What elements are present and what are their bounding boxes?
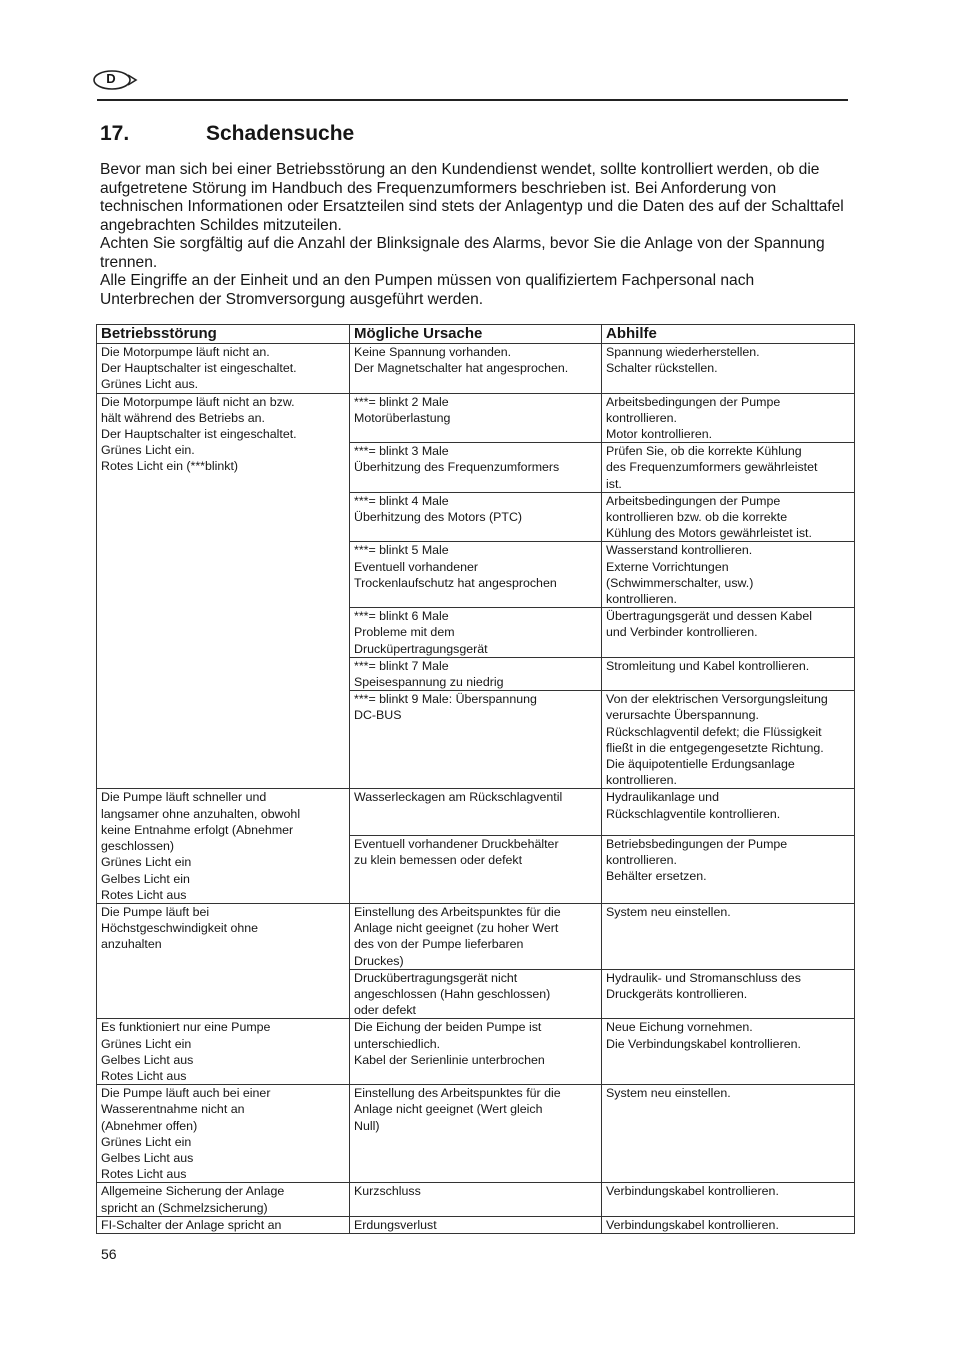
fault-line: Die Pumpe läuft bei	[101, 904, 210, 919]
fault-line: Höchstgeschwindigkeit ohne	[101, 921, 259, 936]
cause-line: Wasserleckagen am Rückschlagventil	[354, 790, 563, 805]
cause-line: ***= blinkt 6 Male	[354, 609, 449, 624]
fault-line: langsamer ohne anzuhalten, obwohl	[101, 806, 301, 821]
remedy-line: Von der elektrischen Versorgungsleitung	[606, 692, 828, 707]
table-body	[97, 344, 855, 1234]
remedy-line: kontrollieren.	[606, 410, 677, 425]
fault-line: anzuhalten	[101, 937, 162, 952]
cause-line: ***= blinkt 2 Male	[354, 394, 449, 409]
intro-text	[100, 161, 852, 309]
remedy-line: Übertragungsgerät und dessen Kabel	[606, 609, 812, 624]
remedy-line: kontrollieren.	[606, 592, 677, 607]
table-row	[97, 1019, 855, 1085]
table-row	[97, 393, 855, 443]
remedy-line: Druckgeräts kontrollieren.	[606, 986, 748, 1001]
remedy-cell	[602, 691, 855, 789]
cause-line: Druckes)	[354, 953, 404, 968]
fault-line: Die Pumpe läuft auch bei einer	[101, 1086, 271, 1101]
fault-line: hält während des Betriebs an.	[101, 410, 265, 425]
cause-line: Druckübertragungsgerät nicht	[354, 970, 518, 985]
cause-line: Einstellung des Arbeitspunktes für die	[354, 1086, 561, 1101]
cause-line: Trockenlaufschutz hat angesprochen	[354, 575, 557, 590]
remedy-line: kontrollieren bzw. ob die korrekte	[606, 510, 788, 525]
fault-cell	[97, 344, 350, 394]
intro-paragraph: Achten Sie sorgfältig auf die Anzahl der Blinksignale des Alarms, bevor Sie die Anlage von der Spannung trennen.	[100, 235, 825, 271]
cause-line: unterschiedlich.	[354, 1036, 441, 1051]
fault-line: FI-Schalter der Anlage spricht an	[101, 1217, 282, 1232]
remedy-line: Arbeitsbedingungen der Pumpe	[606, 493, 781, 508]
table-row	[97, 1085, 855, 1183]
remedy-line: Die äquipotentielle Erdungsanlage	[606, 757, 795, 772]
cause-line: ***= blinkt 3 Male	[354, 444, 449, 459]
cause-line: Überhitzung des Frequenzumformers	[354, 460, 560, 475]
remedy-cell	[602, 835, 855, 903]
cause-cell	[350, 443, 602, 493]
cause-line: Kabel der Serienlinie unterbrochen	[354, 1052, 545, 1067]
cause-line: DC-BUS	[354, 708, 402, 723]
cause-line: des von der Pumpe lieferbaren	[354, 937, 524, 952]
column-header-fault: Betriebsstörung	[97, 325, 350, 344]
fault-cell	[97, 393, 350, 789]
fault-cell	[97, 1085, 350, 1183]
remedy-cell	[602, 657, 855, 690]
cause-cell	[350, 344, 602, 394]
column-header-cause: Mögliche Ursache	[350, 325, 602, 344]
cause-cell	[350, 492, 602, 542]
cause-cell	[350, 1019, 602, 1085]
cause-cell	[350, 608, 602, 658]
remedy-cell	[602, 608, 855, 658]
language-code: D	[106, 71, 116, 86]
remedy-line: und Verbinder kontrollieren.	[606, 625, 758, 640]
cause-line: Motorüberlastung	[354, 410, 451, 425]
remedy-cell	[602, 1183, 855, 1216]
fault-line: Allgemeine Sicherung der Anlage	[101, 1184, 285, 1199]
cause-line: Eventuell vorhandener	[354, 559, 478, 574]
cause-cell	[350, 542, 602, 608]
cause-line: ***= blinkt 9 Male: Überspannung	[354, 692, 537, 707]
fault-line: spricht an (Schmelzsicherung)	[101, 1200, 268, 1215]
fault-cell	[97, 1183, 350, 1216]
remedy-line: Motor kontrollieren.	[606, 427, 713, 442]
remedy-cell	[602, 443, 855, 493]
remedy-line: Behälter ersetzen.	[606, 868, 707, 883]
cause-cell	[350, 1183, 602, 1216]
cause-cell	[350, 835, 602, 903]
remedy-cell	[602, 492, 855, 542]
remedy-cell	[602, 1019, 855, 1085]
table-row	[97, 1216, 855, 1233]
fault-line: Grünes Licht ein	[101, 855, 192, 870]
remedy-line: Kühlung des Motors gewährleistet ist.	[606, 526, 812, 541]
remedy-line: Rückschlagventil defekt; die Flüssigkeit	[606, 724, 822, 739]
remedy-line: kontrollieren.	[606, 852, 677, 867]
table-row	[97, 903, 855, 969]
cause-line: Der Magnetschalter hat angesprochen.	[354, 361, 569, 376]
remedy-line: Hydraulik- und Stromanschluss des	[606, 970, 801, 985]
cause-line: Probleme mit dem	[354, 625, 455, 640]
fault-cell	[97, 903, 350, 1018]
remedy-cell	[602, 393, 855, 443]
remedy-line: des Frequenzumformers gewährleistet	[606, 460, 818, 475]
table-row	[97, 344, 855, 394]
cause-line: Kurzschluss	[354, 1184, 421, 1199]
table-row	[97, 1183, 855, 1216]
fault-line: Rotes Licht ein (***blinkt)	[101, 459, 239, 474]
remedy-line: Hydraulikanlage und	[606, 790, 719, 805]
cause-cell	[350, 691, 602, 789]
remedy-cell	[602, 789, 855, 835]
language-badge	[91, 68, 138, 92]
remedy-line: Wasserstand kontrollieren.	[606, 543, 753, 558]
cause-cell	[350, 969, 602, 1019]
page-number: 56	[101, 1246, 117, 1262]
cause-cell	[350, 789, 602, 835]
fault-line: Grünes Licht ein	[101, 1036, 192, 1051]
remedy-line: System neu einstellen.	[606, 904, 731, 919]
fault-line: Der Hauptschalter ist eingeschaltet.	[101, 427, 297, 442]
remedy-cell	[602, 1216, 855, 1233]
cause-line: ***= blinkt 5 Male	[354, 543, 449, 558]
fault-line: Wasserentnahme nicht an	[101, 1102, 245, 1117]
remedy-cell	[602, 903, 855, 969]
cause-cell	[350, 657, 602, 690]
fault-line: Grünes Licht ein.	[101, 443, 195, 458]
section-title: Schadensuche	[206, 122, 355, 145]
section-heading	[100, 122, 354, 146]
remedy-cell	[602, 542, 855, 608]
cause-line: Drucküpertragungsgerät	[354, 641, 488, 656]
remedy-line: verursachte Überspannung.	[606, 708, 759, 723]
remedy-line: Verbindungskabel kontrollieren.	[606, 1184, 779, 1199]
cause-line: Keine Spannung vorhanden.	[354, 345, 512, 359]
remedy-line: Stromleitung und Kabel kontrollieren.	[606, 658, 810, 673]
fault-line: Grünes Licht aus.	[101, 377, 199, 392]
remedy-line: ist.	[606, 476, 622, 491]
table-header-row	[97, 325, 855, 344]
cause-cell	[350, 393, 602, 443]
section-number: 17.	[100, 122, 130, 145]
remedy-cell	[602, 344, 855, 394]
remedy-line: Die Verbindungskabel kontrollieren.	[606, 1036, 801, 1051]
cause-line: zu klein bemessen oder defekt	[354, 852, 523, 867]
intro-paragraph: Alle Eingriffe an der Einheit und an den Pumpen müssen von qualifiziertem Fachpersonal nach Unterbrechen der Stromversorgung ausgeführt werden.	[100, 272, 755, 308]
remedy-line: Schalter rückstellen.	[606, 361, 718, 376]
fault-line: Die Motorpumpe läuft nicht an.	[101, 345, 270, 359]
fault-line: Gelbes Licht aus	[101, 1150, 194, 1165]
fault-line: Die Pumpe läuft schneller und	[101, 790, 267, 805]
remedy-line: Verbindungskabel kontrollieren.	[606, 1217, 779, 1232]
intro-paragraph: Bevor man sich bei einer Betriebsstörung an den Kundendienst wendet, sollte kontrolliert werden, ob die aufgetretene Störung im Handbuch des Frequenzumformers beschrieben ist. Bei Anforderung von technischen Informationen oder Ersatzteilen sind stets der Anlagentyp und die Daten des auf der Schalttafel angebrachten Schildes mitzuteilen.	[100, 161, 844, 234]
remedy-line: Rückschlagventile kontrollieren.	[606, 806, 781, 821]
column-header-remedy: Abhilfe	[602, 325, 855, 344]
fault-cell	[97, 1019, 350, 1085]
remedy-line: Prüfen Sie, ob die korrekte Kühlung	[606, 444, 802, 459]
remedy-line: Spannung wiederherstellen.	[606, 345, 760, 359]
fault-cell	[97, 1216, 350, 1233]
fault-line: Rotes Licht aus	[101, 1167, 187, 1182]
cause-cell	[350, 903, 602, 969]
remedy-line: Betriebsbedingungen der Pumpe	[606, 836, 788, 851]
fault-line: keine Entnahme erfolgt (Abnehmer	[101, 822, 294, 837]
remedy-cell	[602, 1085, 855, 1183]
fault-line: Rotes Licht aus	[101, 887, 187, 902]
cause-line: angeschlossen (Hahn geschlossen)	[354, 986, 551, 1001]
cause-line: Die Eichung der beiden Pumpe ist	[354, 1020, 542, 1035]
remedy-line: (Schwimmerschalter, usw.)	[606, 575, 754, 590]
remedy-line: fließt in die entgegengesetzte Richtung.	[606, 740, 824, 755]
cause-line: ***= blinkt 4 Male	[354, 493, 449, 508]
cause-cell	[350, 1085, 602, 1183]
remedy-line: System neu einstellen.	[606, 1086, 731, 1101]
remedy-line: kontrollieren.	[606, 773, 677, 788]
cause-line: ***= blinkt 7 Male	[354, 658, 449, 673]
fault-line: Rotes Licht aus	[101, 1068, 187, 1083]
header-rule	[97, 99, 848, 101]
cause-line: oder defekt	[354, 1003, 416, 1018]
fault-line: geschlossen)	[101, 839, 175, 854]
fault-line: (Abnehmer offen)	[101, 1118, 198, 1133]
troubleshooting-table	[96, 324, 855, 1234]
fault-line: Gelbes Licht aus	[101, 1052, 194, 1067]
remedy-cell	[602, 969, 855, 1019]
cause-line: Anlage nicht geeignet (Wert gleich	[354, 1102, 543, 1117]
fault-cell	[97, 789, 350, 903]
fault-line: Gelbes Licht ein	[101, 871, 190, 886]
fault-line: Die Motorpumpe läuft nicht an bzw.	[101, 394, 295, 409]
cause-line: Anlage nicht geeignet (zu hoher Wert	[354, 921, 559, 936]
cause-line: Einstellung des Arbeitspunktes für die	[354, 904, 561, 919]
cause-line: Erdungsverlust	[354, 1217, 437, 1232]
cause-cell	[350, 1216, 602, 1233]
cause-line: Überhitzung des Motors (PTC)	[354, 510, 523, 525]
cause-line: Eventuell vorhandener Druckbehälter	[354, 836, 559, 851]
remedy-line: Externe Vorrichtungen	[606, 559, 729, 574]
cause-line: Null)	[354, 1118, 380, 1133]
fault-line: Grünes Licht ein	[101, 1134, 192, 1149]
remedy-line: Neue Eichung vornehmen.	[606, 1020, 753, 1035]
fault-line: Der Hauptschalter ist eingeschaltet.	[101, 361, 297, 376]
cause-line: Speisespannung zu niedrig	[354, 675, 504, 690]
table-row	[97, 789, 855, 835]
fault-line: Es funktioniert nur eine Pumpe	[101, 1020, 271, 1035]
remedy-line: Arbeitsbedingungen der Pumpe	[606, 394, 781, 409]
